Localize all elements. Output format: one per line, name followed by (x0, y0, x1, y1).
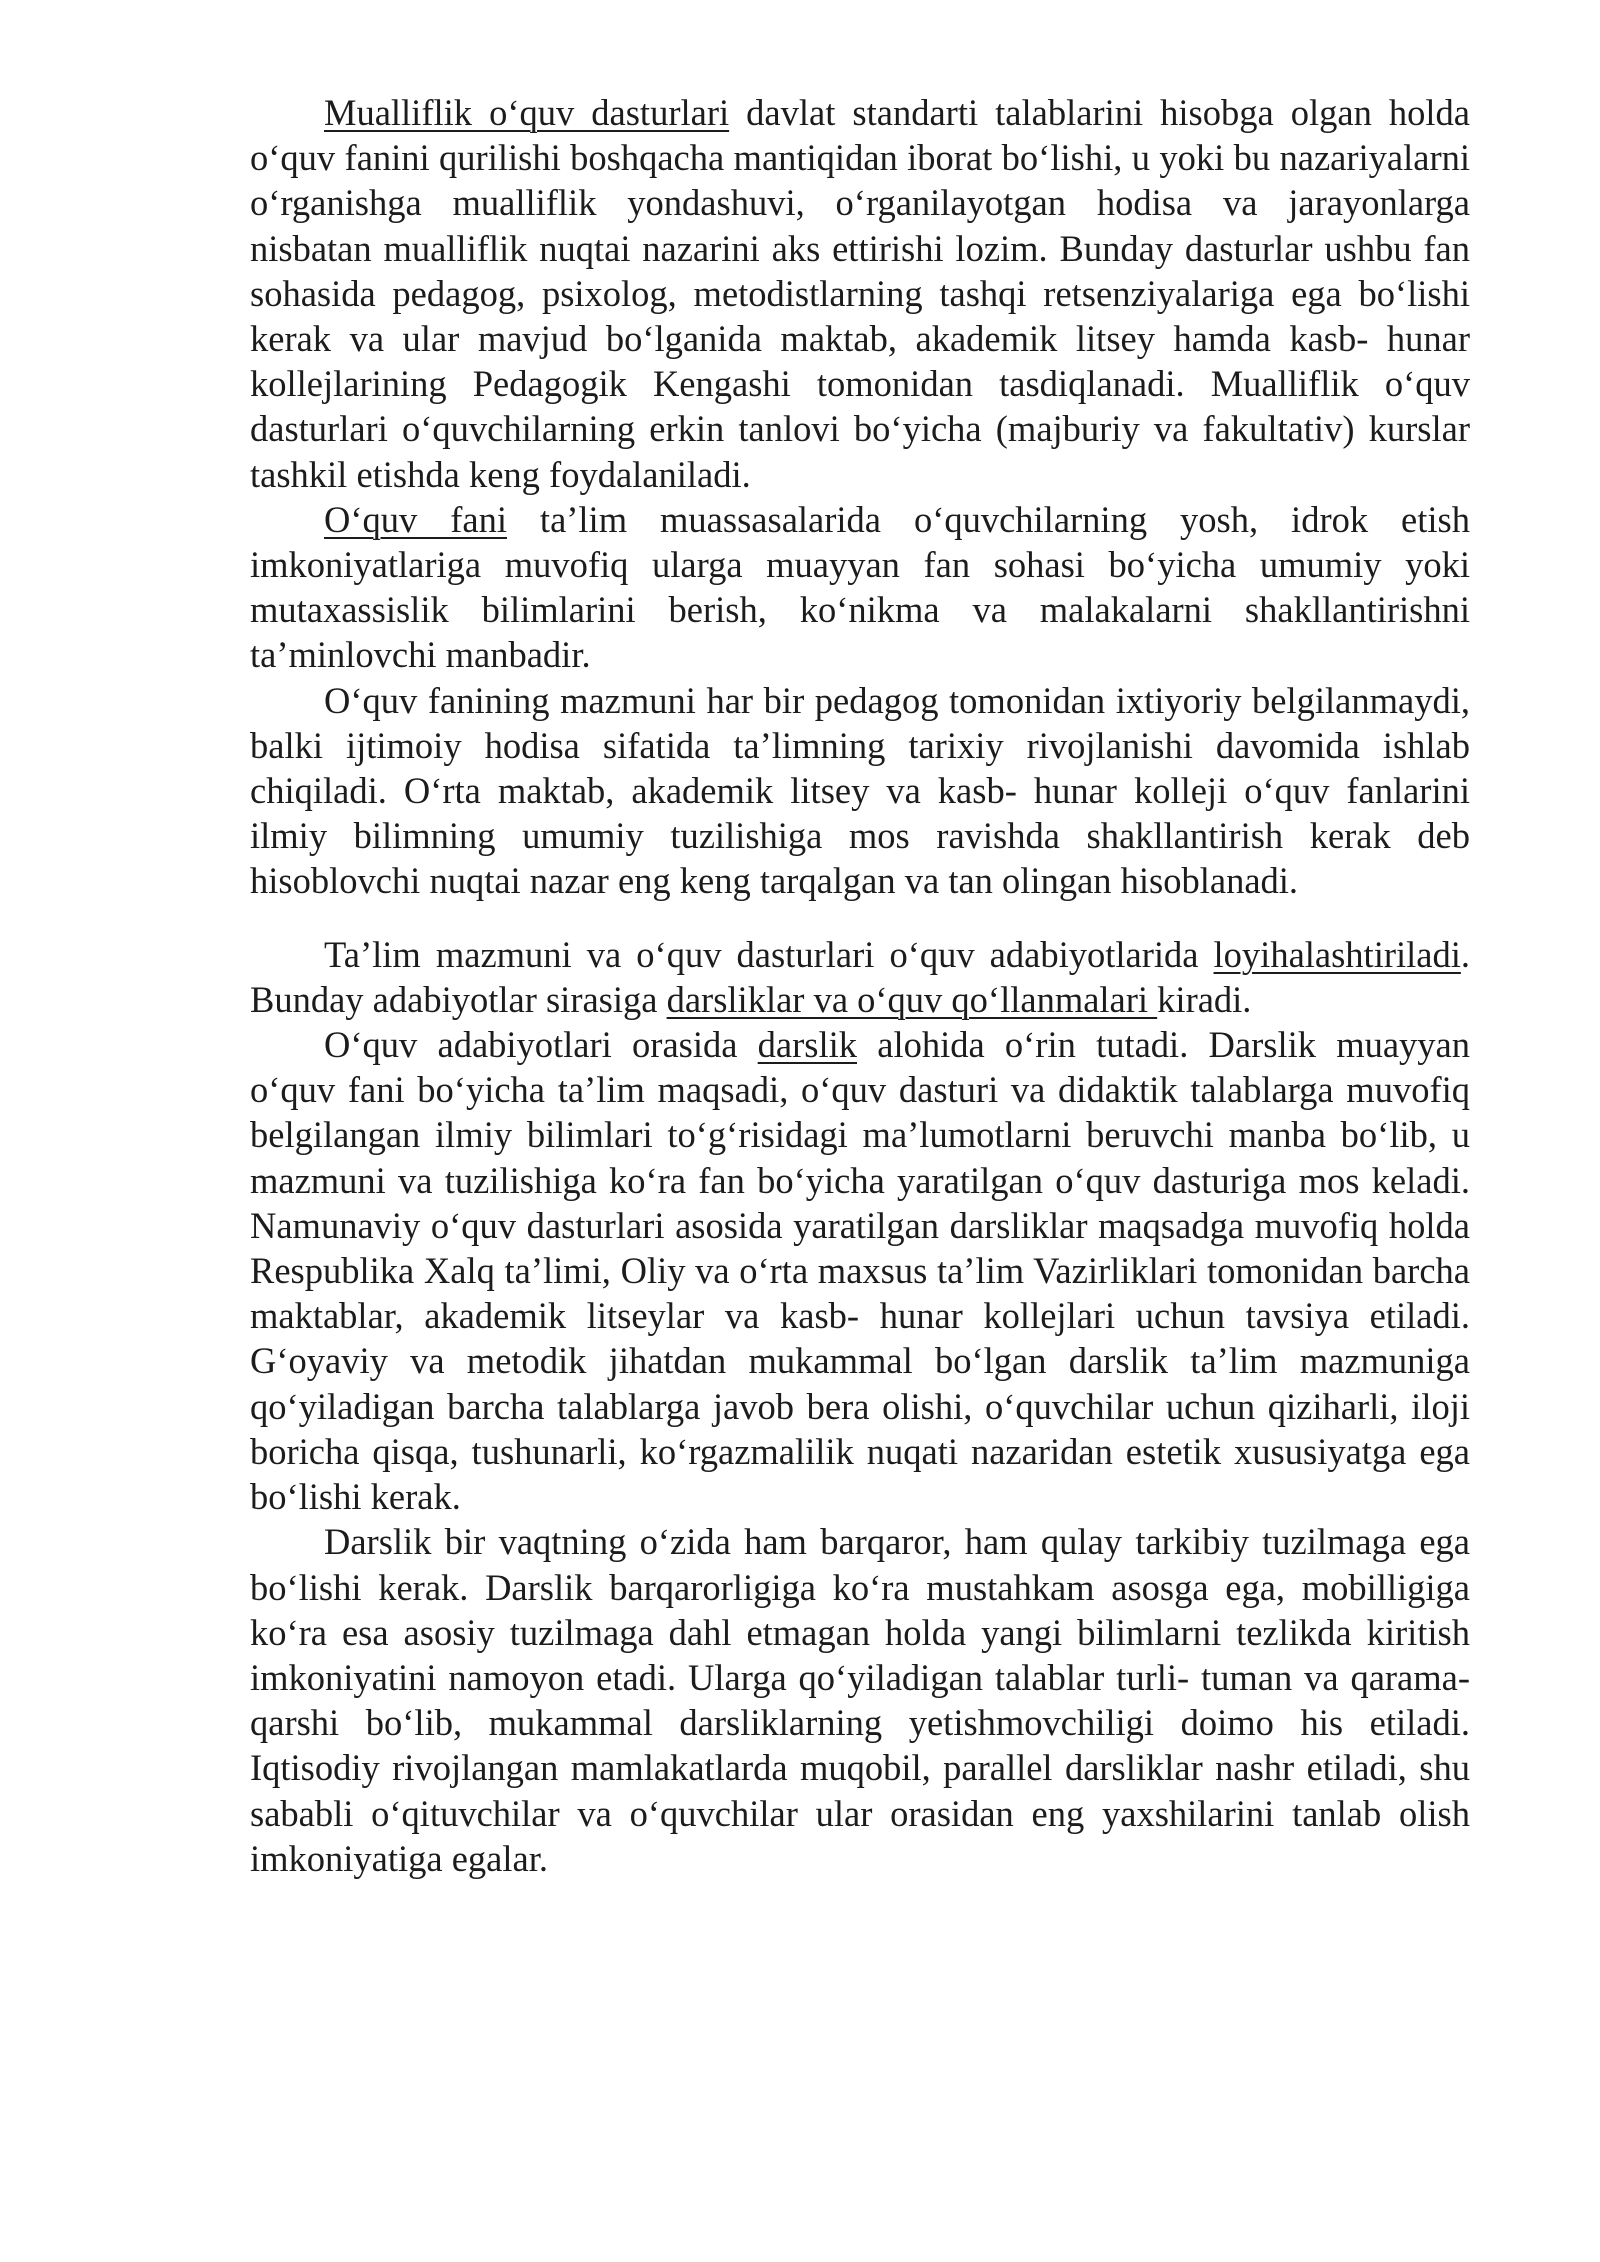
term-darslik: darslik (757, 1024, 858, 1066)
paragraph-text: Darslik bir vaqtning o‘zida ham barqaror, ham qulay tarkibiy tuzilmaga ega bo‘lishi kerak. Darslik barqarorligiga ko‘ra mustahkam asosga ega, mobilligiga ko‘ra esa asosiy tuzilmaga dahl etmagan holda yangi bilimlarni tezlikda kiritish imkoniyatini namoyon etadi. Ularga qo‘yiladigan talablar turli- tuman va qarama- qarshi bo‘lib, mukammal darsliklarning yetishmovchiligi doimo his etiladi. Iqtisodiy rivojlangan mamlakatlarda muqobil, parallel darsliklar nashr etiladi, shu sababli o‘qituvchilar va o‘quvchilar ular orasidan eng yaxshilarini tanlab olish imkoniyatiga egalar. (250, 1521, 1470, 1879)
term-mualliflik-dasturlari: Mualliflik o‘quv dasturlari (324, 92, 730, 133)
paragraph-text: . Bunday adabiyotlar sirasiga (250, 933, 1470, 1020)
paragraph-darslik (250, 1022, 1470, 1519)
paragraph-text: O‘quv adabiyotlari orasida (324, 1024, 758, 1066)
paragraph-darslik-tuzilmasi (250, 1519, 1470, 1881)
paragraph-text: Ta’lim mazmuni va o‘quv dasturlari o‘quv adabiyotlarida (324, 933, 1214, 975)
term-oquv-fani: O‘quv fani (324, 498, 507, 540)
paragraph-text: kiradi. (1157, 978, 1252, 1020)
document-page (250, 90, 1470, 1881)
paragraph-text: ta’lim muassasalarida o‘quvchilarning yosh, idrok etish imkoniyatlariga muvofiq ularga muayyan fan sohasi bo‘yicha umumiy yoki mutaxassislik bilimlarini berish, ko‘nikma va malakalarni shakllantirishni ta’minlovchi manbadir. (250, 498, 1470, 676)
term-darsliklar-qollanmalar: darsliklar va o‘quv qo‘llanmalari (666, 978, 1158, 1020)
term-loyihalashtiriladi: loyihalashtiriladi (1213, 933, 1461, 975)
paragraph-talim-mazmuni (250, 932, 1470, 1022)
paragraph-oquv-fani (250, 497, 1470, 678)
paragraph-fan-mazmuni (250, 678, 1470, 904)
paragraph-mualliflik-dasturlari (250, 90, 1470, 497)
paragraph-text: alohida o‘rin tutadi. Darslik muayyan o‘quv fani bo‘yicha ta’lim maqsadi, o‘quv dasturi va didaktik talablarga muvofiq belgilangan ilmiy bilimlari to‘g‘risidagi ma’lumotlarni beruvchi manba bo‘lib, u mazmuni va tuzilishiga ko‘ra fan bo‘yicha yaratilgan o‘quv dasturiga mos keladi. Namunaviy o‘quv dasturlari asosida yaratilgan darsliklar maqsadga muvofiq holda Respublika Xalq ta’limi, Oliy va o‘rta maxsus ta’lim Vazirliklari tomonidan barcha maktablar, akademik litseylar va kasb- hunar kollejlari uchun tavsiya etiladi. G‘oyaviy va metodik jihatdan mukammal bo‘lgan darslik ta’lim mazmuniga qo‘yiladigan barcha talablarga javob bera olishi, o‘quvchilar uchun qiziharli, iloji boricha qisqa, tushunarli, ko‘rgazmalilik nuqati nazaridan estetik xususiyatga ega bo‘lishi kerak. (250, 1024, 1471, 1518)
paragraph-text: davlat standarti talablarini hisobga olgan holda o‘quv fanini qurilishi boshqacha mantiqidan iborat bo‘lishi, u yoki bu nazariyalarni o‘rganishga mualliflik yondashuvi, o‘rganilayotgan hodisa va jarayonlarga nisbatan mualliflik nuqtai nazarini aks ettirishi lozim. Bunday dasturlar ushbu fan sohasida pedagog, psixolog, metodistlarning tashqi retsenziyalariga ega bo‘lishi kerak va ular mavjud bo‘lganida maktab, akademik litsey hamda kasb- hunar kollejlarining Pedagogik Kengashi tomonidan tasdiqlanadi. Mualliflik o‘quv dasturlari o‘quvchilarning erkin tanlovi bo‘yicha (majburiy va fakultativ) kurslar tashkil etishda keng foydalaniladi. (250, 92, 1470, 495)
paragraph-text: O‘quv fanining mazmuni har bir pedagog tomonidan ixtiyoriy belgilanmaydi, balki ijtimoiy hodisa sifatida ta’limning tarixiy rivojlanishi davomida ishlab chiqiladi. O‘rta maktab, akademik litsey va kasb- hunar kolleji o‘quv fanlarini ilmiy bilimning umumiy tuzilishiga mos ravishda shakllantirish kerak deb hisoblovchi nuqtai nazar eng keng tarqalgan va tan olingan hisoblanadi. (250, 679, 1470, 902)
